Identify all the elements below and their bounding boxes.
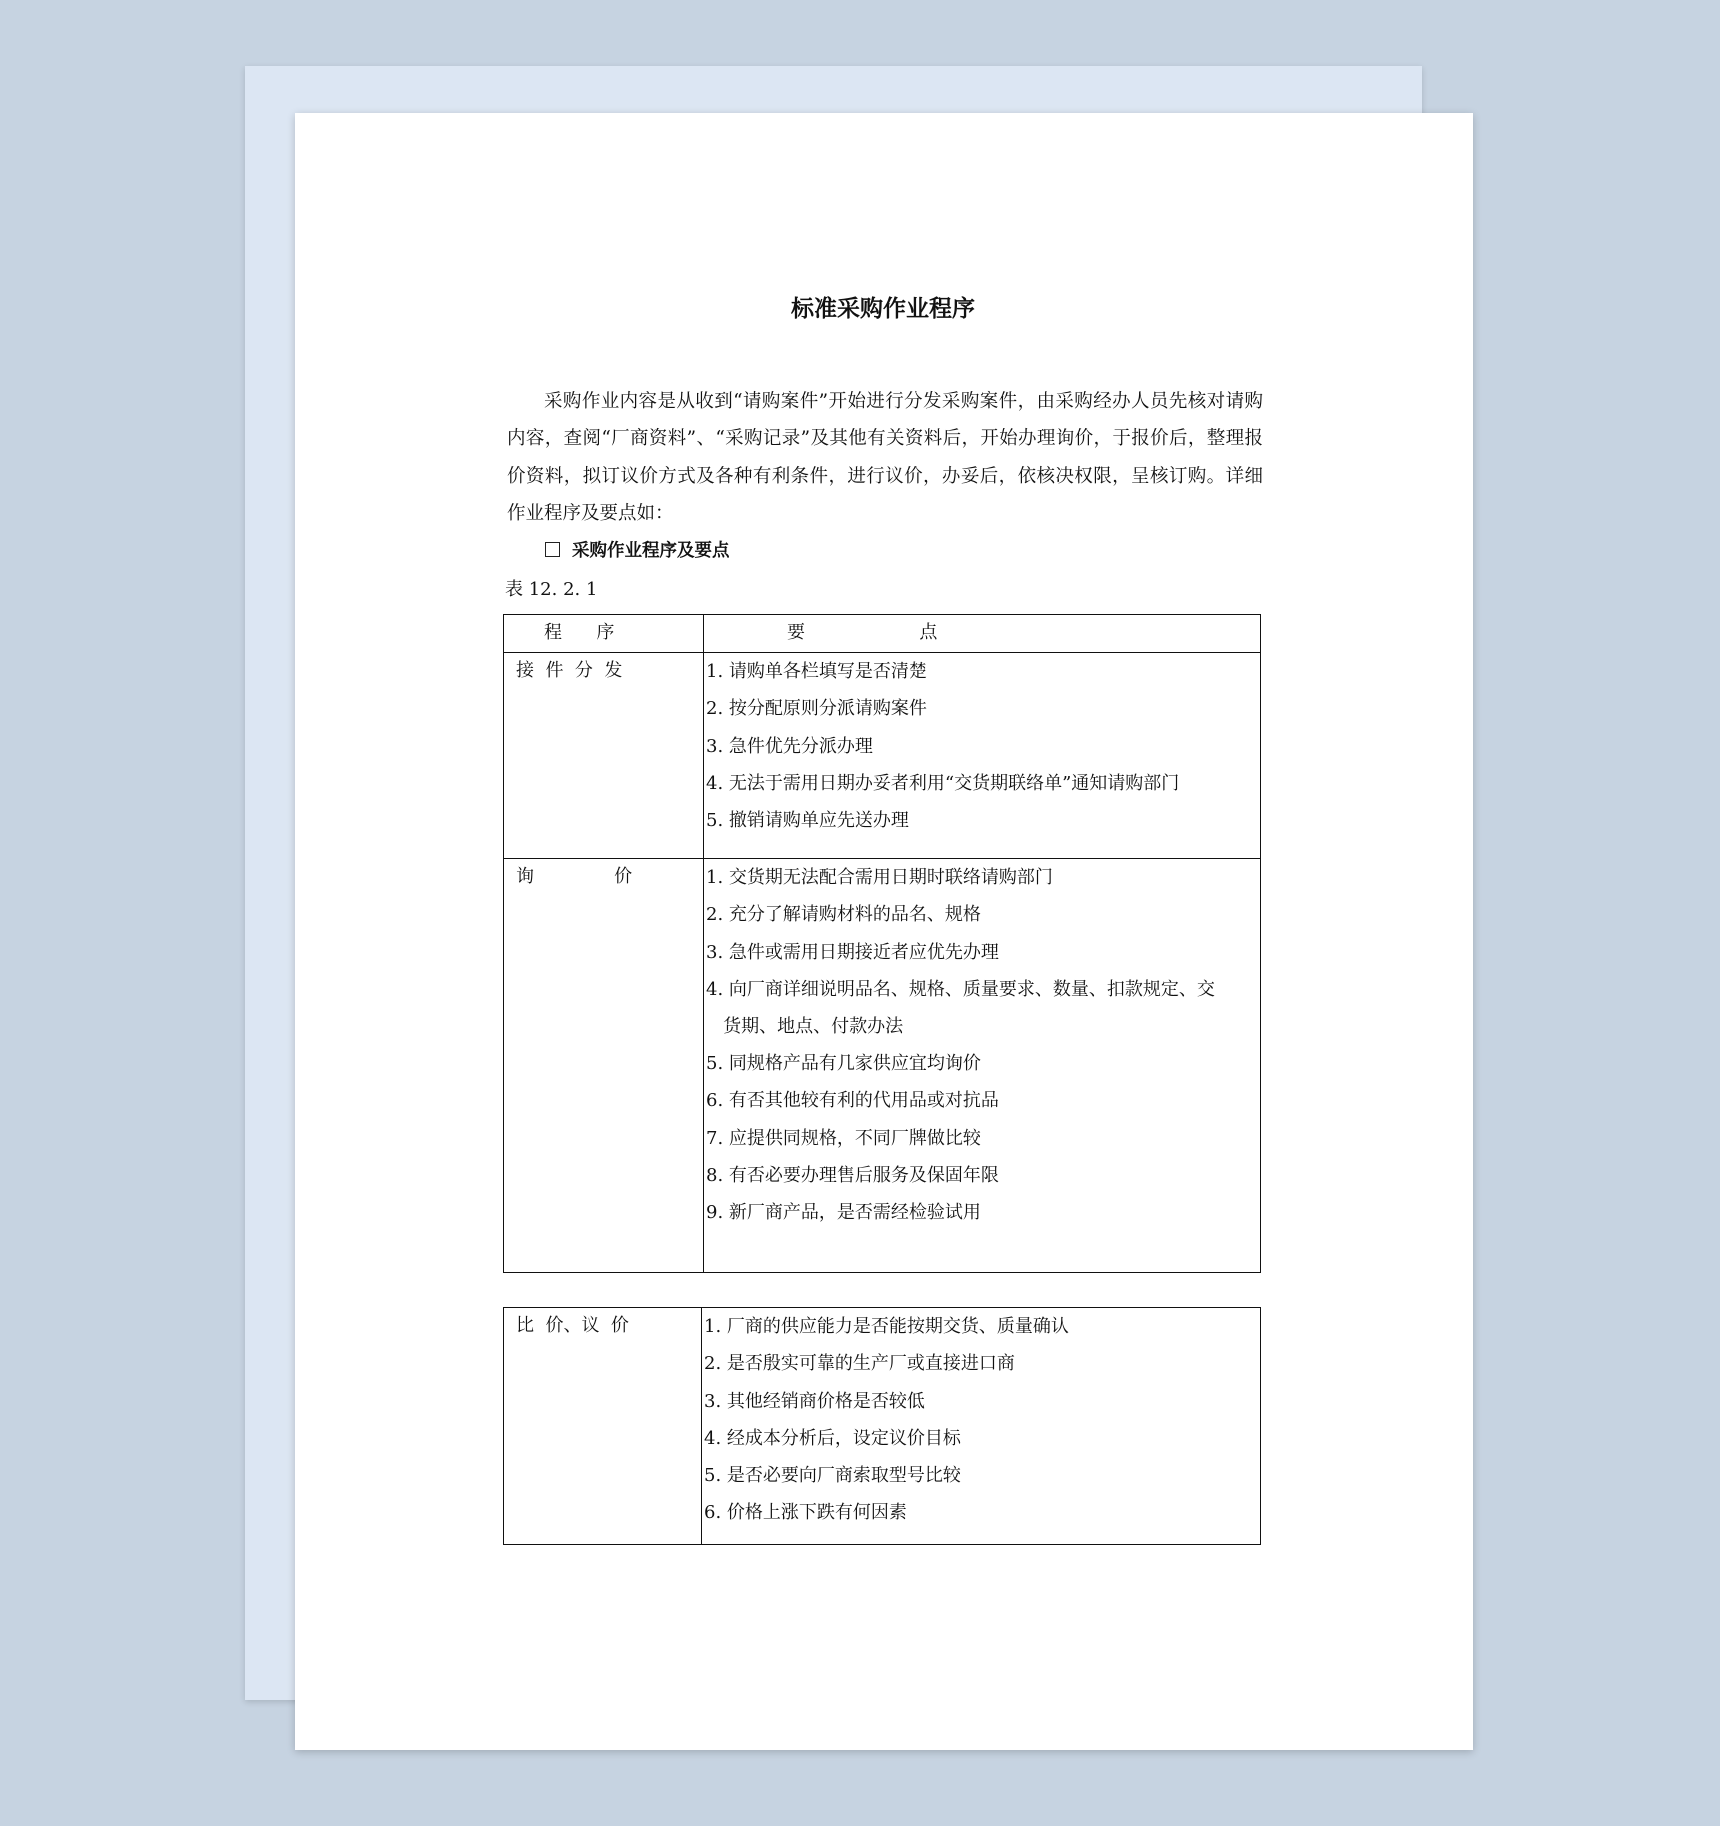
section-heading-text: 采购作业程序及要点 — [572, 541, 730, 562]
section-heading — [545, 536, 1263, 566]
list-item: 7. 应提供同规格，不同厂牌做比较 — [706, 1127, 981, 1149]
list-item: 1. 交货期无法配合需用日期时联络请购部门 — [706, 867, 1053, 889]
procedure-cell: 询 价 — [516, 866, 633, 888]
procedure-table — [503, 614, 1261, 1273]
list-item: 2. 是否殷实可靠的生产厂或直接进口商 — [704, 1353, 1015, 1375]
list-item: 3. 急件优先分派办理 — [706, 735, 873, 757]
points-list — [704, 1308, 1069, 1531]
list-item: 6. 价格上涨下跌有何因素 — [704, 1502, 907, 1524]
column-divider — [701, 1308, 702, 1544]
list-item: 5. 同规格产品有几家供应宜均询价 — [706, 1053, 981, 1075]
document-title: 标准采购作业程序 — [791, 296, 975, 322]
list-item: 8. 有否必要办理售后服务及保固年限 — [706, 1164, 999, 1186]
list-item: 3. 急件或需用日期接近者应优先办理 — [706, 941, 999, 963]
document-page — [295, 113, 1473, 1750]
list-item: 5. 撤销请购单应先送办理 — [706, 810, 909, 831]
list-item: 4. 向厂商详细说明品名、规格、质量要求、数量、扣款规定、交 — [706, 978, 1215, 1000]
list-item: 2. 充分了解请购材料的品名、规格 — [706, 904, 981, 926]
list-item: 3. 其他经销商价格是否较低 — [704, 1390, 925, 1412]
header-points: 要 点 — [787, 622, 938, 644]
intro-paragraph: 采购作业内容是从收到“请购案件”开始进行分发采购案件，由采购经办人员先核对请购内容，查阅“厂商资料”、“采购记录”及其他有关资料后，开始办理询价，于报价后，整理报价资料，拟订议价方式及各种有利条件，进行议价，办妥后，依核决权限，呈核订购。详细作业程序及要点如： — [507, 391, 1263, 524]
procedure-table-continued — [503, 1307, 1261, 1545]
procedure-cell: 接 件 分 发 — [516, 660, 623, 682]
list-item: 1. 厂商的供应能力是否能按期交货、质量确认 — [704, 1316, 1069, 1338]
points-list — [706, 653, 1179, 839]
table-caption: 表 12. 2. 1 — [505, 579, 598, 601]
list-item: 4. 无法于需用日期办妥者利用“交货期联络单”通知请购部门 — [706, 772, 1180, 794]
list-item: 5. 是否必要向厂商索取型号比较 — [704, 1465, 961, 1486]
page-content — [503, 293, 1263, 1545]
checkbox-icon — [545, 542, 560, 557]
list-item: 货期、地点、付款办法 — [706, 1016, 904, 1037]
procedure-cell: 比 价、议 价 — [516, 1315, 629, 1337]
list-item: 9. 新厂商产品，是否需经检验试用 — [706, 1202, 981, 1224]
header-procedure: 程 序 — [544, 622, 615, 644]
column-divider — [703, 615, 704, 1272]
list-item: 2. 按分配原则分派请购案件 — [706, 698, 927, 720]
list-item: 1. 请购单各栏填写是否清楚 — [706, 661, 927, 683]
list-item: 6. 有否其他较有利的代用品或对抗品 — [706, 1090, 999, 1112]
list-item: 4. 经成本分析后，设定议价目标 — [704, 1427, 961, 1449]
points-list — [706, 859, 1215, 1231]
